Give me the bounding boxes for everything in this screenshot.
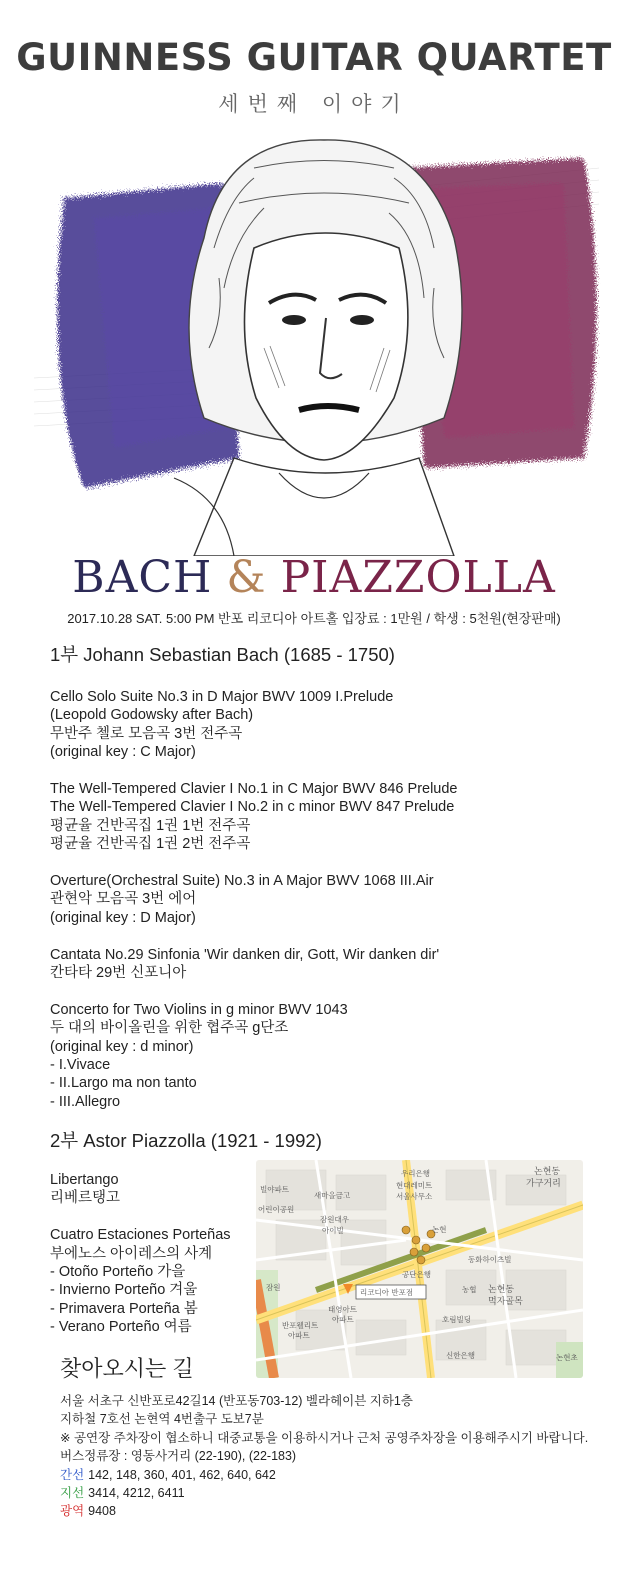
spacer [50,927,458,945]
map-label-nonhyeon_corner: 논현초 [556,1353,578,1362]
directions-title: 찾아오시는 길 [60,1356,194,1381]
program-line: - I.Vivace [50,1057,111,1074]
map-label-food: 논현동 [488,1285,515,1295]
map-label-hyundai: 현대레미트 [396,1181,433,1190]
program-line: Libertango [50,1172,119,1188]
program-line: (original key : d minor) [50,1038,194,1055]
map-label-food2: 먹자골목 [488,1297,523,1307]
bach-portrait-illustration [24,128,604,556]
map-label-banpo2: 아파트 [288,1331,310,1340]
spacer [50,762,458,780]
map-label-banpo: 반포웰리트 [282,1321,319,1330]
subway-line: 지하철 7호선 논현역 4번출구 도보7분 [60,1412,264,1427]
program-line: Overture(Orchestral Suite) No.3 in A Major BWV 1068 III.Air [50,873,434,890]
map-label-taeyoung: 태영아트 [328,1305,357,1314]
bus-route-kind: 간선 [60,1467,85,1482]
brand-ampersand: & [226,552,267,603]
program-line: 평균율 건반곡집 1권 1번 전주곡 [50,817,251,834]
concert-info: 2017.10.28 SAT. 5:00 PM 반포 리코디아 아트홀 입장료 : 1만원 / 학생 : 5천원(현장판매) [67,611,561,626]
program-line: The Well-Tempered Clavier I No.1 in C Major BWV 846 Prelude [50,781,458,798]
program-line: (original key : D Major) [50,909,196,926]
parking-notice: ※ 공연장 주차장이 협소하니 대중교통을 이용하시거나 근처 공영주차장을 이용해주시기 바랍니다. [60,1430,589,1445]
spacer [50,982,458,1000]
map-label-office: 서울사무소 [396,1192,433,1201]
spacer [50,1208,231,1226]
bus-stop-line: 버스정류장 : 영동사거리 (22-190), (22-183) [60,1449,297,1464]
map-label-station: 논현 [432,1225,447,1234]
map-label-post: 공단은행 [402,1270,431,1279]
program-line: Cello Solo Suite No.3 in D Major BWV 1009 I.Prelude [50,689,394,705]
address-line: 서울 서초구 신반포로42길14 (반포동703-12) 벨라헤이븐 지하1층 [60,1394,413,1408]
program-line: - III.Allegro [50,1093,121,1110]
bus-route-numbers: 142, 148, 360, 401, 462, 640, 642 [88,1467,276,1482]
program-line: Concerto for Two Violins in g minor BWV 1043 [50,1001,348,1018]
map-label-upper_right2: 가구거리 [526,1179,561,1189]
bus-route-kind: 광역 [60,1504,85,1519]
program-line: (original key : C Major) [50,744,196,761]
map-label-nonghyup: 농협 [462,1285,477,1294]
program-line: 칸타타 29번 신포니아 [50,965,187,982]
program-line: Cuatro Estaciones Porteñas [50,1227,231,1244]
map-label-taeyoung2: 아파트 [332,1315,354,1324]
map-label-recordia: 리코디아 반포점 [360,1288,414,1297]
part2-heading: 2부 Astor Piazzolla (1921 - 1992) [50,1130,322,1151]
part1-heading: 1부 Johann Sebastian Bach (1685 - 1750) [50,644,395,665]
map-label-daewoo2: 아이빌 [322,1226,344,1235]
bus-route-row [60,1466,588,1484]
map-label-villa: 빌야파트 [260,1185,289,1194]
map-label-shinhan: 신한은행 [446,1351,475,1360]
program-line: - Invierno Porteño 겨울 [50,1282,198,1299]
bus-route-numbers: 3414, 4212, 6411 [88,1486,185,1501]
program-line: Cantata No.29 Sinfonia 'Wir danken dir, Gott, Wir danken dir' [50,946,440,963]
directions-details [60,1392,588,1521]
map-label-park: 어린이공원 [258,1205,295,1214]
brand-piazzolla: PIAZZOLLA [280,552,556,603]
program-line: - Otoño Porteño 가을 [50,1264,186,1281]
spacer [50,854,458,872]
concert-brand [0,552,628,603]
program-line: 평균율 건반곡집 1권 2번 전주곡 [50,836,251,853]
page-title: GUINNESS GUITAR QUARTET [16,36,612,79]
program-line: - II.Largo ma non tanto [50,1075,197,1092]
program-line: - Verano Porteño 여름 [50,1319,192,1336]
map-label-daewoo: 잠원대우 [320,1215,349,1224]
part1-program-list [50,688,458,1111]
part2-program-list [50,1171,231,1337]
location-map[interactable] [256,1160,583,1378]
bus-route-row [60,1502,588,1520]
program-line: 부에노스 아이레스의 사계 [50,1245,213,1262]
program-line: 무반주 첼로 모음곡 3번 전주곡 [50,725,243,742]
bus-routes [60,1466,588,1521]
bus-route-row [60,1484,588,1502]
brand-bach: BACH [72,552,213,603]
map-label-upper_right: 논현동 [534,1167,561,1177]
map-label-jamwon: 잠원 [266,1283,281,1292]
program-line: - Primavera Porteña 봄 [50,1300,198,1317]
map-label-hyundai_dept: 동화하이츠빌 [468,1255,512,1264]
program-line: 두 대의 바이올린을 위한 협주곡 g단조 [50,1020,289,1037]
map-label-saemaul: 새마을금고 [314,1191,351,1200]
program-line: 리베르탱고 [50,1190,121,1207]
map-label-bank: 우리은행 [401,1169,430,1178]
program-line: 관현악 모음곡 3번 에어 [50,891,197,908]
bus-route-kind: 지선 [60,1486,85,1501]
map-label-hoyeon: 호림빌딩 [442,1315,471,1324]
bus-route-numbers: 9408 [88,1504,116,1519]
program-line: The Well-Tempered Clavier I No.2 in c minor BWV 847 Prelude [50,799,455,816]
page-subtitle: 세번째 이야기 [218,92,410,116]
program-line: (Leopold Godowsky after Bach) [50,707,254,724]
